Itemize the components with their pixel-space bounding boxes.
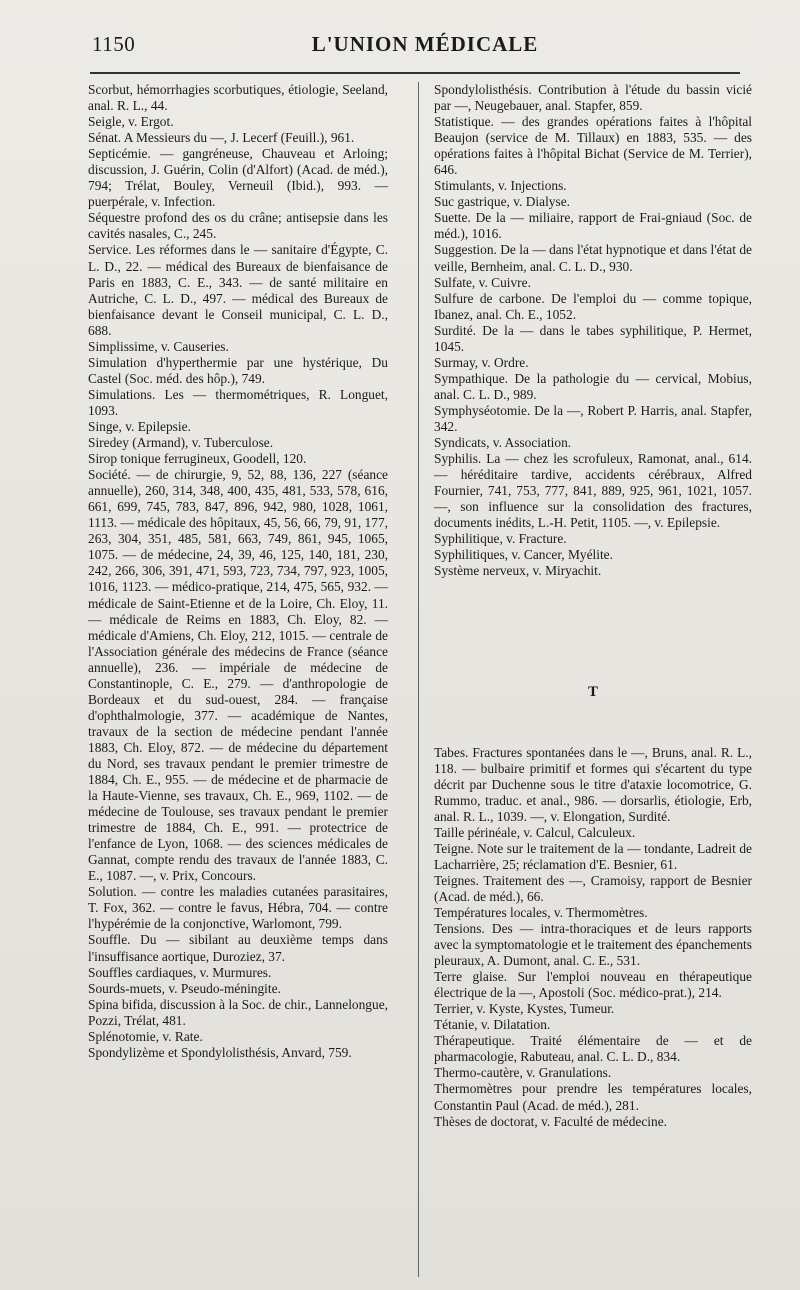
- page-number: 1150: [92, 32, 136, 56]
- index-entry: Sourds-muets, v. Pseudo-méningite.: [88, 980, 281, 996]
- index-entry: Syphilitique, v. Fracture.: [434, 531, 567, 547]
- index-entry: Souffles cardiaques, v. Murmures.: [88, 964, 272, 980]
- index-entry: Simplissime, v. Causeries.: [88, 338, 229, 354]
- index-entry: Système nerveux, v. Miryachit.: [434, 563, 602, 579]
- index-entry: Teigne. Note sur le traitement de la — tondante, Ladreit de Lacharrière, 25; réclamation d'E. Besnier, 61.: [434, 840, 752, 872]
- index-entry: Thermo-cautère, v. Granulations.: [434, 1065, 612, 1081]
- index-entry: Tétanie, v. Dilatation.: [434, 1017, 551, 1033]
- index-entry: Teignes. Traitement des —, Cramoisy, rapport de Besnier (Acad. de méd.), 66.: [434, 872, 752, 904]
- index-entry: Températures locales, v. Thermomètres.: [434, 904, 648, 920]
- index-entry: Syphilitiques, v. Cancer, Myélite.: [434, 547, 613, 563]
- index-entry: Société. — de chirurgie, 9, 52, 88, 136, 227 (séance annuelle), 260, 314, 348, 400, 435, 481, 533, 578, 616, 661, 699, 745, 783, 847, 896, 942, 980, 1028, 1061, 1113. — médicale des hôpitaux, 45, 56, 66, 79, 91, 177, 263, 304, 351, 485, 581, 663, 749, 861, 945, 1065, 1075. — de médecine, 24, 39, 46, 125, 140, 181, 230, 242, 266, 306, 391, 471, 593, 723, 734, 797, 923, 1005, 1016, 1123. — médico-pratique, 214, 475, 565, 932. — médicale de Saint-Etienne et de la Loire, Ch. Eloy, 11. — médicale de Reims en 1883, Ch. Eloy, 82. — médicale d'Amiens, Ch. Eloy, 212, 1015. — centrale de l'Association générale des médecins de France (séance annuelle), 236. — impériale de médecine de Constantinople, C. E., 279. — d'anthropologie de Bordeaux et du sud-ouest, 284. — française d'ophthalmologie, 377. — académique de Nantes, travaux de la section de médecine pendant l'année 1883, Ch. Eloy, 872. — de médecine du département du Nord, ses travaux pendant le premier trimestre de 1884, Ch. E., 955. — de médecine et de pharmacie de la Haute-Vienne, ses travaux, Ch. E., 969, 1102. — de médecine de Toulouse, ses travaux pendant le premier trimestre de 1884, Ch. E., 991. — protectrice de l'enfance de Lyon, 1068. — des sciences médicales de Gannat, compte rendu des travaux de l'année 1883, C. E., 1087. —, v. Prix, Concours.: [88, 467, 388, 884]
- index-entry: Stimulants, v. Injections.: [434, 178, 567, 194]
- index-entry: Tabes. Fractures spontanées dans le —, Bruns, anal. R. L., 118. — bulbaire primitif et formes qui s'écartent du type décrit par Duchenne sous le titre d'ataxie locomotrice, G. Rummo, traduc. et anal., 986. — dorsarlis, étiologie, Erb, anal. R. L., 1039. —, v. Elongation, Surdité.: [434, 744, 752, 824]
- index-entry: Solution. — contre les maladies cutanées parasitaires, T. Fox, 362. — contre le favus, Hébra, 704. — contre l'hypérémie de la conjonctive, Warlomont, 799.: [88, 884, 388, 932]
- index-entry: Sulfure de carbone. De l'emploi du — comme topique, Ibanez, anal. Ch. E., 1052.: [434, 290, 752, 322]
- right-column-t-entries: [434, 745, 752, 1130]
- index-entry: Spondylizème et Spondylolisthésis, Anvard, 759.: [88, 1044, 352, 1060]
- index-entry: Sénat. A Messieurs du —, J. Lecerf (Feuill.), 961.: [88, 130, 355, 146]
- left-column: [88, 82, 388, 1061]
- index-entry: Thérapeutique. Traité élémentaire de — et de pharmacologie, Rabuteau, anal. C. L. D., 834.: [434, 1033, 752, 1065]
- index-entry: Thermomètres pour prendre les températures locales, Constantin Paul (Acad. de méd.), 281.: [434, 1081, 752, 1113]
- index-entry: Spina bifida, discussion à la Soc. de chir., Lannelongue, Pozzi, Trélat, 481.: [88, 996, 388, 1028]
- page-header: [70, 32, 740, 62]
- column-divider: [418, 82, 419, 1277]
- index-entry: Taille périnéale, v. Calcul, Calculeux.: [434, 824, 636, 840]
- index-entry: Spondylolisthésis. Contribution à l'étude du bassin vicié par —, Neugebauer, anal. Stapfer, 859.: [434, 82, 752, 114]
- index-entry: Singe, v. Epilepsie.: [88, 418, 191, 434]
- index-entry: Séquestre profond des os du crâne; antisepsie dans les cavités nasales, C., 245.: [88, 210, 388, 242]
- index-entry: Suette. De la — miliaire, rapport de Frai-gniaud (Soc. de méd.), 1016.: [434, 210, 752, 242]
- index-entry: Seigle, v. Ergot.: [88, 114, 174, 130]
- index-entry: Service. Les réformes dans le — sanitaire d'Égypte, C. L. D., 22. — médical des Bureaux de bienfaisance de Paris en 1883, C. E., 343. — de santé militaire en Autriche, C. L. D., 497. — médical des Bureaux de bienfaisance devant le Conseil municipal, C. L. D., 688.: [88, 242, 388, 338]
- section-letter: T: [587, 684, 598, 701]
- index-entry: Syndicats, v. Association.: [434, 435, 572, 451]
- index-entry: Surdité. De la — dans le tabes syphilitique, P. Hermet, 1045.: [434, 322, 752, 354]
- right-column-s-entries: [434, 82, 752, 579]
- index-entry: Tensions. Des — intra-thoraciques et de leurs rapports avec la symptomatologie et le traitement des épanchements pleuraux, A. Dumont, anal. C. E., 531.: [434, 921, 752, 969]
- index-entry: Splénotomie, v. Rate.: [88, 1028, 203, 1044]
- index-entry: Terre glaise. Sur l'emploi nouveau en thérapeutique électrique de la —, Apostoli (Soc. médico-prat.), 214.: [434, 969, 752, 1001]
- index-entry: Siredey (Armand), v. Tuberculose.: [88, 435, 274, 451]
- index-entry: Statistique. — des grandes opérations faites à l'hôpital Beaujon (service de M. Tillaux) en 1883, 535. — des opérations faites à l'hôpital Bichat (Service de M. Terrier), 646.: [434, 114, 752, 178]
- index-entry: Sympathique. De la pathologie du — cervical, Mobius, anal. C. L. D., 989.: [434, 370, 752, 402]
- index-entry: Simulations. Les — thermométriques, R. Longuet, 1093.: [88, 386, 388, 418]
- journal-title: L'UNION MÉDICALE: [311, 32, 539, 56]
- index-entry: Surmay, v. Ordre.: [434, 354, 529, 370]
- index-entry: Sirop tonique ferrugineux, Goodell, 120.: [88, 451, 307, 467]
- index-entry: Septicémie. — gangréneuse, Chauveau et Arloing; discussion, J. Guérin, Colin (d'Alfort) (Acad. de méd.), 794; Trélat, Bouley, Verneuil (Ibid.), 993. — puerpérale, v. Infection.: [88, 146, 388, 210]
- index-entry: Terrier, v. Kyste, Kystes, Tumeur.: [434, 1001, 615, 1017]
- right-column: [434, 82, 752, 1130]
- index-entry: Symphyséotomie. De la —, Robert P. Harris, anal. Stapfer, 342.: [434, 402, 752, 434]
- index-entry: Syphilis. La — chez les scrofuleux, Ramonat, anal., 614. — héréditaire tardive, accidents cérébraux, Alfred Fournier, 741, 753, 777, 841, 889, 925, 961, 1021, 1057. —, son influence sur la consolidation des fractures, documents inédits, L.-H. Petit, 1105. —, v. Epilepsie.: [434, 451, 752, 531]
- index-entry: Suc gastrique, v. Dialyse.: [434, 194, 570, 210]
- index-entry: Scorbut, hémorrhagies scorbutiques, étiologie, Seeland, anal. R. L., 44.: [88, 82, 388, 114]
- index-entry: Thèses de doctorat, v. Faculté de médecine.: [434, 1113, 668, 1129]
- index-entry: Sulfate, v. Cuivre.: [434, 274, 531, 290]
- index-entry: Suggestion. De la — dans l'état hypnotique et dans l'état de veille, Bernheim, anal. C. L. D., 930.: [434, 242, 752, 274]
- index-entry: Simulation d'hyperthermie par une hystérique, Du Castel (Soc. méd. des hôp.), 749.: [88, 354, 388, 386]
- index-entry: Souffle. Du — sibilant au deuxième temps dans l'insuffisance aortique, Duroziez, 37.: [88, 932, 388, 964]
- header-rule: [90, 72, 740, 74]
